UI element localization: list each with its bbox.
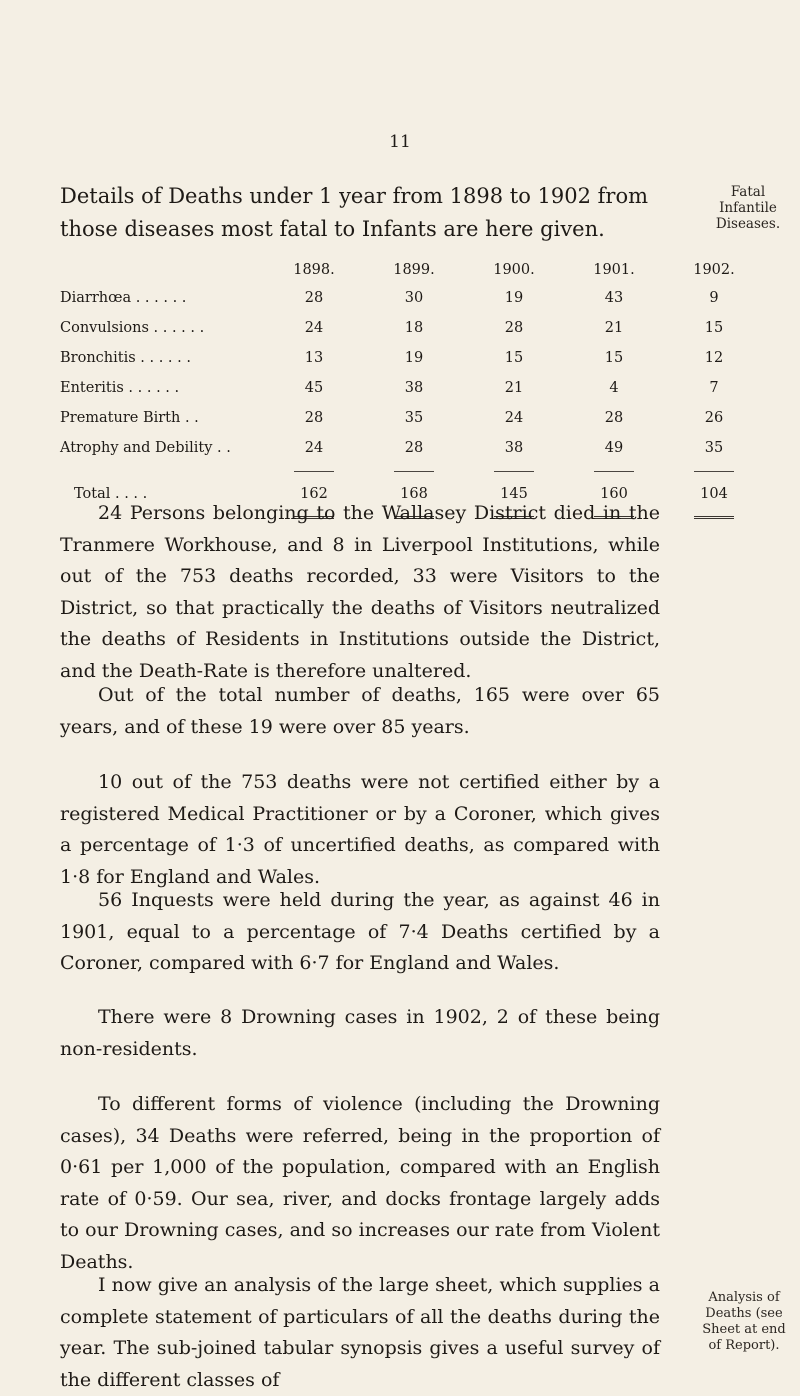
sum-rule (264, 463, 364, 479)
sum-rule (564, 463, 664, 479)
margin-note-fatal-infantile: Fatal Infantile Diseases. (715, 184, 781, 232)
paragraph-uncertified (60, 767, 660, 893)
table-cell: 28 (604, 410, 624, 426)
table-cell: 15 (604, 350, 624, 366)
table-cell: 18 (404, 320, 424, 336)
paragraph-text: I now give an analysis of the large sheet, which supplies a complete statement of particulars of all the deaths during the year. The sub-joined tabular synopsis gives a useful survey of the different classes of (60, 1274, 660, 1391)
table-cell: 24 (304, 320, 324, 336)
paragraph-inquests (60, 885, 660, 980)
year-header: 1899. (393, 262, 435, 278)
table-header-row (60, 257, 764, 283)
year-header: 1901. (593, 262, 635, 278)
infant-deaths-table (60, 257, 764, 525)
table-cell: 28 (304, 290, 324, 306)
total-cell: 145 (500, 486, 528, 502)
table-cell: 28 (404, 440, 424, 456)
table-cell: 28 (304, 410, 324, 426)
total-cell: 168 (400, 486, 428, 502)
table-cell: 24 (304, 440, 324, 456)
table-cell: 38 (404, 380, 424, 396)
table-cell: 19 (404, 350, 424, 366)
year-header: 1902. (693, 262, 735, 278)
table-cell: 45 (304, 380, 324, 396)
paragraph-institutions (60, 498, 660, 687)
rule-blank (60, 463, 264, 479)
paragraph-text: 56 Inquests were held during the year, as against 46 in 1901, equal to a percentage of 7·4 Deaths certified by a Coroner, compared with 6·7 for England and Wales. (60, 889, 660, 974)
year-header: 1900. (493, 262, 535, 278)
paragraph-analysis (60, 1270, 660, 1396)
table-cell: 13 (304, 350, 324, 366)
paragraph-age (60, 680, 660, 743)
paragraph-text: Out of the total number of deaths, 165 were over 65 years, and of these 19 were over 85 years. (60, 684, 660, 738)
table-row (60, 343, 764, 373)
table-cell: 19 (504, 290, 524, 306)
table-cell: 35 (404, 410, 424, 426)
table-cell: 21 (504, 380, 524, 396)
paragraph-drowning (60, 1002, 660, 1065)
paragraph-text: 10 out of the 753 deaths were not certified either by a registered Medical Practitioner or by a Coroner, which gives a percentage of 1·3 of uncertified deaths, as compared with 1·8 for England and Wales. (60, 771, 660, 888)
paragraph-violence (60, 1089, 660, 1278)
table-row (60, 373, 764, 403)
sum-rule (664, 463, 764, 479)
table-cell: 28 (504, 320, 524, 336)
table-cell: 26 (704, 410, 724, 426)
total-cell: 162 (300, 486, 328, 502)
sum-rule-row (60, 463, 764, 479)
table-row (60, 313, 764, 343)
table-cell: 15 (704, 320, 724, 336)
sum-rule (364, 463, 464, 479)
margin-note-analysis: Analysis of Deaths (see Sheet at end of Report). (702, 1290, 786, 1353)
total-cell: 104 (700, 486, 728, 502)
table-row (60, 433, 764, 463)
table-cell: 49 (604, 440, 624, 456)
table-cell: 9 (709, 290, 719, 306)
year-header: 1898. (293, 262, 335, 278)
table-cell: 35 (704, 440, 724, 456)
total-cell: 160 (600, 486, 628, 502)
header-blank (60, 257, 264, 283)
disease-label: Diarrhœa . . . . . . (60, 290, 187, 306)
table-cell: 4 (609, 380, 619, 396)
table-cell: 30 (404, 290, 424, 306)
table-caption: Details of Deaths under 1 year from 1898 to 1902 from those diseases most fatal to Infants are here given. (60, 184, 648, 241)
total-label: Total . . . . (74, 486, 148, 502)
table-row (60, 403, 764, 433)
table-cell: 38 (504, 440, 524, 456)
table-cell: 15 (504, 350, 524, 366)
paragraph-text: There were 8 Drowning cases in 1902, 2 of these being non-residents. (60, 1006, 660, 1060)
disease-label: Convulsions . . . . . . (60, 320, 205, 336)
page-number: 11 (389, 132, 411, 152)
double-rule (664, 509, 764, 525)
paragraph-text: 24 Persons belonging to the Wallasey District died in the Tranmere Workhouse, and 8 in Liverpool Institutions, while out of the 753 deaths recorded, 33 were Visitors to the District, so that practically the deaths of Visitors neutralized the deaths of Residents in Institutions outside the District, and the Death-Rate is therefore unaltered. (60, 502, 660, 682)
table-cell: 43 (604, 290, 624, 306)
table-cell: 7 (709, 380, 719, 396)
table-cell: 24 (504, 410, 524, 426)
table-cell: 12 (704, 350, 724, 366)
paragraph-text: To different forms of violence (including the Drowning cases), 34 Deaths were referred, being in the proportion of 0·61 per 1,000 of the population, compared with an English rate of 0·59. Our sea, river, and docks frontage largely adds to our Drowning cases, and so increases our rate from Violent Deaths. (60, 1093, 660, 1273)
disease-label: Premature Birth . . (60, 410, 199, 426)
disease-label: Atrophy and Debility . . (60, 440, 231, 456)
sum-rule (464, 463, 564, 479)
disease-label: Bronchitis . . . . . . (60, 350, 191, 366)
table-row (60, 283, 764, 313)
disease-label: Enteritis . . . . . . (60, 380, 180, 396)
table-cell: 21 (604, 320, 624, 336)
